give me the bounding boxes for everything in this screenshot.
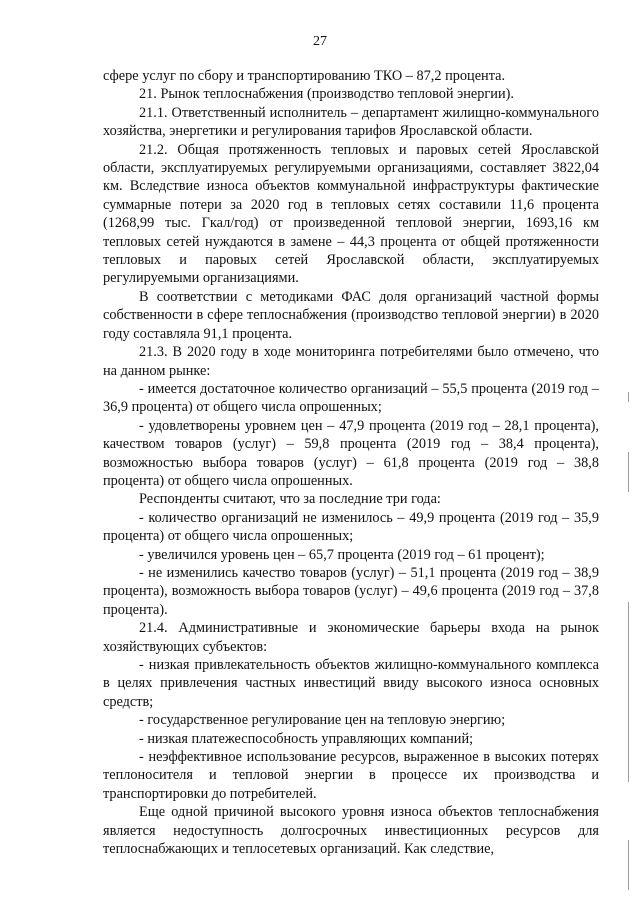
document-body [103,67,599,858]
list-item-low-attractiveness: - низкая привлекательность объектов жилищно-коммунального комплекса в целях привлечения частных инвестиций ввиду высокого износа основных средств; [103,657,599,710]
paragraph-21-2: 21.2. Общая протяженность тепловых и паровых сетей Ярославской области, эксплуатируемых регулируемыми организациями, составляет 3822,04 км. Вследствие износа объектов коммунальной инфраструктуры фактические суммарные потери за 2020 год в тепловых сетях составили 11,6 процента (1268,99 тыс. Гкал/год) от произведенной тепловой энергии, 1693,16 км тепловых сетей нуждаются в замене – 44,3 процента от общей протяженности тепловых и паровых сетей Ярославской области, эксплуатируемых регулируемыми организациями. [103,141,599,287]
list-item-inefficient-use: - неэффективное использование ресурсов, выраженное в высоких потерях теплоносителя и тепловой энергии в процессе их производства и транспортировки до потребителей. [103,749,599,802]
paragraph-21-4: 21.4. Административные и экономические барьеры входа на рынок хозяйствующих субъектов: [103,620,599,655]
list-item-organization-count: - количество организаций не изменилось – 49,9 процента (2019 год – 35,9 процента) от общего числа опрошенных; [103,509,599,545]
paragraph-21-3: 21.3. В 2020 году в ходе мониторинга потребителями было отмечено, что на данном рынке: [103,344,599,379]
paragraph-21-1: 21.1. Ответственный исполнитель – департамент жилищно-коммунального хозяйства, энергетики и регулирования тарифов Ярославской области. [103,104,599,140]
list-item-state-regulation: - государственное регулирование цен на тепловую энергию; [139,712,506,729]
list-item-organizations: - имеется достаточное количество организаций – 55,5 процента (2019 год – 36,9 процента) от общего числа опрошенных; [103,380,599,416]
list-item-satisfaction: - удовлетворены уровнем цен – 47,9 процента (2019 год – 28,1 процента), качеством товаров (услуг) – 59,8 процента (2019 год – 38,4 процента), возможностью выбора товаров (услуг) – 61,8 процента (2019 год – 38,8 процента) от общего числа опрошенных. [103,417,599,489]
paragraph-respondents: Респонденты считают, что за последние три года: [139,491,441,508]
paragraph-fas-share: В соответствии с методиками ФАС доля организаций частной формы собственности в сфере теплоснабжения (производство тепловой энергии) в 2020 году составляла 91,1 процента. [103,288,599,342]
list-item-price-level: - увеличился уровень цен – 65,7 процента (2019 год – 61 процент); [139,546,545,563]
list-item-quality-choice: - не изменились качество товаров (услуг) – 51,1 процента (2019 год – 38,9 процента), возможность выбора товаров (услуг) – 49,6 процента (2019 год – 37,8 процента). [103,564,599,618]
paragraph-continuation: сфере услуг по сбору и транспортированию ТКО – 87,2 процента. [103,68,506,84]
scan-edge-mark [628,392,629,402]
paragraph-investment-resources: Еще одной причиной высокого уровня износа объектов теплоснабжения является недоступность долгосрочных инвестиционных ресурсов для теплоснабжающих и теплосетевых организаций. Как следствие, [103,804,599,858]
list-item-low-solvency: - низкая платежеспособность управляющих компаний; [139,730,474,747]
section-heading-21: 21. Рынок теплоснабжения (производство тепловой энергии). [139,86,514,103]
page-number: 27 [313,34,327,49]
scan-edge-mark [628,602,629,782]
scan-edge-mark [628,452,629,492]
scan-edge-mark [628,840,629,890]
